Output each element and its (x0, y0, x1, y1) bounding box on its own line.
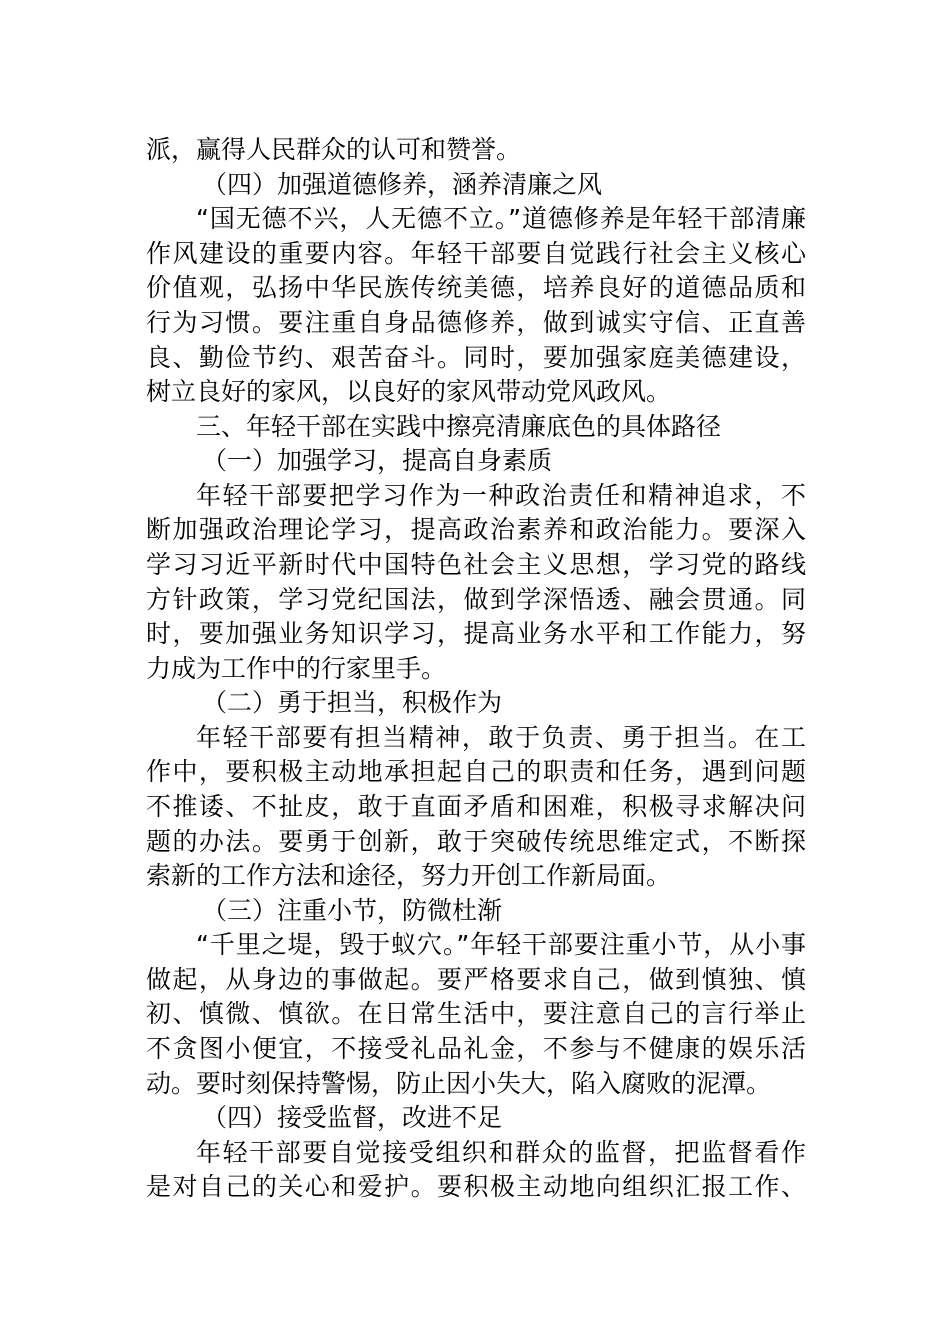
text-line: 树立良好的家风，以良好的家风带动党风政风。 (146, 377, 672, 406)
text-line: 年轻干部要有担当精神，敢于负责、勇于担当。在工 (196, 723, 806, 752)
text-line: 学习习近平新时代中国特色社会主义思想，学习党的路线 (146, 550, 806, 579)
text-line: 年轻干部要自觉接受组织和群众的监督，把监督看作 (196, 1138, 806, 1167)
text-line: 断加强政治理论学习，提高政治素养和政治能力。要深入 (146, 515, 806, 544)
text-line: 题的办法。要勇于创新，敢于突破传统思维定式，不断探 (146, 827, 806, 856)
text-line: 年轻干部要把学习作为一种政治责任和精神追求，不 (196, 481, 806, 510)
text-line: 力成为工作中的行家里手。 (146, 654, 447, 683)
text-line: 初、慎微、慎欲。在日常生活中，要注意自己的言行举止 (146, 999, 806, 1028)
text-line: 不推诿、不扯皮，敢于直面矛盾和困难，积极寻求解决问 (146, 792, 806, 821)
section-heading: （四）接受监督，改进不足 (202, 1103, 503, 1132)
text-line: “国无德不兴，人无德不立。”道德修养是年轻干部清廉 (196, 204, 806, 233)
section-heading: （四）加强道德修养，涵养清廉之风 (202, 170, 603, 199)
text-line: 作中，要积极主动地承担起自己的职责和任务，遇到问题 (146, 757, 806, 786)
section-heading: （二）勇于担当，积极作为 (202, 688, 503, 717)
section-heading: （一）加强学习，提高自身素质 (202, 446, 553, 475)
text-line: 索新的工作方法和途径，努力开创工作新局面。 (146, 861, 672, 890)
text-line: 行为习惯。要注重自身品德修养，做到诚实守信、正直善 (146, 308, 806, 337)
section-heading: （三）注重小节，防微杜渐 (202, 896, 503, 925)
text-line: 是对自己的关心和爱护。要积极主动地向组织汇报工作、 (146, 1172, 806, 1201)
text-line: 动。要时刻保持警惕，防止因小失大，陷入腐败的泥潭。 (146, 1069, 772, 1098)
chapter-heading: 三、年轻干部在实践中擦亮清廉底色的具体路径 (196, 412, 722, 441)
text-line: 作风建设的重要内容。年轻干部要自觉践行社会主义核心 (146, 239, 806, 268)
text-line: “千里之堤，毁于蚁穴。”年轻干部要注重小节，从小事 (196, 930, 806, 959)
text-line: 不贪图小便宜，不接受礼品礼金，不参与不健康的娱乐活 (146, 1034, 806, 1063)
text-line: 时，要加强业务知识学习，提高业务水平和工作能力，努 (146, 619, 806, 648)
text-line: 良、勤俭节约、艰苦奋斗。同时，要加强家庭美德建设， (146, 343, 806, 372)
text-line: 派，赢得人民群众的认可和赞誉。 (146, 135, 522, 164)
text-line: 价值观，弘扬中华民族传统美德，培养良好的道德品质和 (146, 273, 806, 302)
text-line: 方针政策，学习党纪国法，做到学深悟透、融会贯通。同 (146, 585, 806, 614)
text-line: 做起，从身边的事做起。要严格要求自己，做到慎独、慎 (146, 965, 806, 994)
